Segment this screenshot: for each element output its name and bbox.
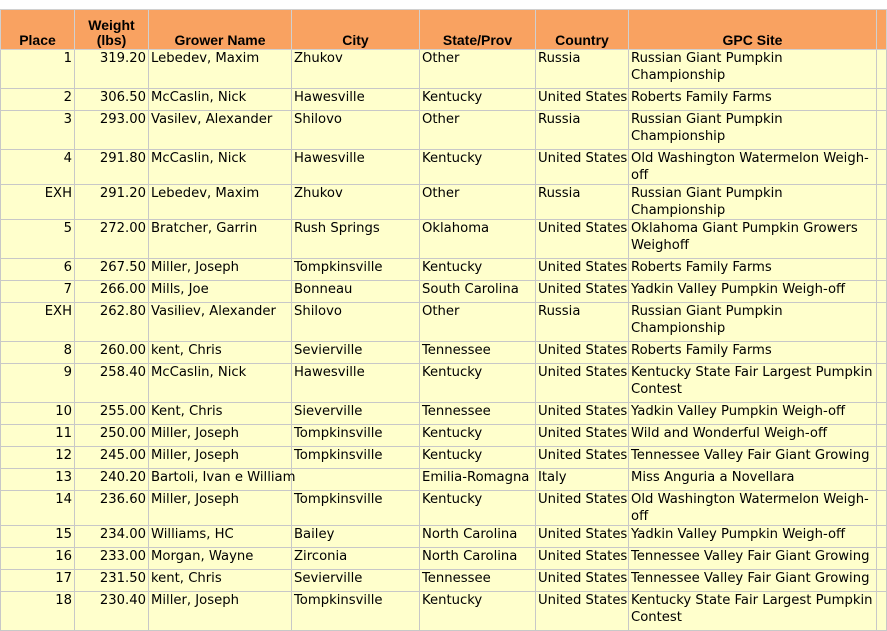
cell-state-prov: Oklahoma (420, 220, 536, 259)
cell-place: 5 (1, 220, 75, 259)
cell-cutoff-column (877, 364, 887, 403)
cell-place: 8 (1, 342, 75, 364)
cell-place: 13 (1, 469, 75, 491)
cell-place: 3 (1, 111, 75, 150)
table-row (1, 570, 887, 592)
cell-city: Bailey (292, 526, 420, 548)
table-body (1, 50, 887, 631)
cell-state-prov: Other (420, 303, 536, 342)
cell-state-prov: Tennessee (420, 342, 536, 364)
table-row (1, 364, 887, 403)
table-row (1, 185, 887, 220)
cell-place: 2 (1, 89, 75, 111)
cell-country: United States (536, 548, 629, 570)
cell-state-prov: Other (420, 111, 536, 150)
cell-gpc-site: Oklahoma Giant Pumpkin Growers Weighoff (629, 220, 877, 259)
table-row (1, 150, 887, 185)
cell-grower-name: Bartoli, Ivan e William (149, 469, 292, 491)
cell-state-prov: South Carolina (420, 281, 536, 303)
cell-place: 16 (1, 548, 75, 570)
cell-country: United States (536, 220, 629, 259)
cell-grower-name: Miller, Joseph (149, 425, 292, 447)
table-row (1, 281, 887, 303)
cell-cutoff-column (877, 592, 887, 631)
cell-grower-name: kent, Chris (149, 570, 292, 592)
cell-state-prov: Other (420, 185, 536, 220)
cell-place: 17 (1, 570, 75, 592)
cell-state-prov: Emilia-Romagna (420, 469, 536, 491)
cell-city: Zirconia (292, 548, 420, 570)
cell-place: 9 (1, 364, 75, 403)
cell-gpc-site: Roberts Family Farms (629, 342, 877, 364)
cell-cutoff-column (877, 281, 887, 303)
cell-weight: 266.00 (75, 281, 149, 303)
cell-grower-name: Miller, Joseph (149, 259, 292, 281)
cell-weight: 230.40 (75, 592, 149, 631)
cell-state-prov: Kentucky (420, 89, 536, 111)
cell-city: Sieverville (292, 403, 420, 425)
cell-grower-name: Bratcher, Garrin (149, 220, 292, 259)
table-row (1, 220, 887, 259)
cell-grower-name: kent, Chris (149, 342, 292, 364)
cell-place: 15 (1, 526, 75, 548)
table-row (1, 447, 887, 469)
cell-cutoff-column (877, 548, 887, 570)
cell-cutoff-column (877, 259, 887, 281)
cell-weight: 291.80 (75, 150, 149, 185)
cell-gpc-site: Russian Giant Pumpkin Championship (629, 185, 877, 220)
cell-place: 4 (1, 150, 75, 185)
cell-country: United States (536, 259, 629, 281)
cell-grower-name: McCaslin, Nick (149, 150, 292, 185)
table-row (1, 425, 887, 447)
cell-state-prov: Kentucky (420, 447, 536, 469)
cell-cutoff-column (877, 220, 887, 259)
cell-grower-name: Kent, Chris (149, 403, 292, 425)
cell-grower-name: Williams, HC (149, 526, 292, 548)
cell-weight: 267.50 (75, 259, 149, 281)
cell-country: United States (536, 89, 629, 111)
cell-country: Italy (536, 469, 629, 491)
cell-city: Rush Springs (292, 220, 420, 259)
cell-state-prov: Kentucky (420, 425, 536, 447)
cell-city: Sevierville (292, 342, 420, 364)
cell-grower-name: McCaslin, Nick (149, 364, 292, 403)
cell-cutoff-column (877, 185, 887, 220)
cell-state-prov: Other (420, 50, 536, 89)
cell-grower-name: Mills, Joe (149, 281, 292, 303)
cell-gpc-site: Roberts Family Farms (629, 259, 877, 281)
cell-weight: 240.20 (75, 469, 149, 491)
cell-country: Russia (536, 185, 629, 220)
cell-weight: 255.00 (75, 403, 149, 425)
cell-city: Tompkinsville (292, 259, 420, 281)
cell-weight: 234.00 (75, 526, 149, 548)
cell-weight: 231.50 (75, 570, 149, 592)
cell-cutoff-column (877, 491, 887, 526)
cell-weight: 258.40 (75, 364, 149, 403)
cell-place: 14 (1, 491, 75, 526)
cell-weight: 245.00 (75, 447, 149, 469)
cell-grower-name: Vasilev, Alexander (149, 111, 292, 150)
table-row (1, 111, 887, 150)
cell-country: United States (536, 526, 629, 548)
table-row (1, 469, 887, 491)
cell-state-prov: Kentucky (420, 259, 536, 281)
cell-state-prov: North Carolina (420, 548, 536, 570)
cell-country: United States (536, 425, 629, 447)
cell-grower-name: Lebedev, Maxim (149, 50, 292, 89)
cell-place: 10 (1, 403, 75, 425)
cell-cutoff-column (877, 469, 887, 491)
cell-grower-name: Miller, Joseph (149, 491, 292, 526)
table-row (1, 592, 887, 631)
results-table-container (0, 9, 879, 625)
table-row (1, 548, 887, 570)
cell-country: United States (536, 364, 629, 403)
cell-city: Sevierville (292, 570, 420, 592)
cell-weight: 262.80 (75, 303, 149, 342)
cell-state-prov: Kentucky (420, 491, 536, 526)
cell-country: Russia (536, 111, 629, 150)
cell-gpc-site: Russian Giant Pumpkin Championship (629, 303, 877, 342)
cell-state-prov: North Carolina (420, 526, 536, 548)
cell-gpc-site: Roberts Family Farms (629, 89, 877, 111)
table-row (1, 403, 887, 425)
header-gpc-site: GPC Site (629, 10, 877, 50)
cell-gpc-site: Tennessee Valley Fair Giant Growing (629, 447, 877, 469)
cell-grower-name: Lebedev, Maxim (149, 185, 292, 220)
cell-country: Russia (536, 50, 629, 89)
cell-city: Zhukov (292, 185, 420, 220)
cell-state-prov: Kentucky (420, 364, 536, 403)
table-row (1, 526, 887, 548)
cell-gpc-site: Yadkin Valley Pumpkin Weigh-off (629, 526, 877, 548)
cell-city: Zhukov (292, 50, 420, 89)
cell-cutoff-column (877, 447, 887, 469)
cell-city: Hawesville (292, 150, 420, 185)
cell-city: Hawesville (292, 364, 420, 403)
cell-city: Bonneau (292, 281, 420, 303)
cell-state-prov: Tennessee (420, 570, 536, 592)
cell-gpc-site: Yadkin Valley Pumpkin Weigh-off (629, 281, 877, 303)
cell-cutoff-column (877, 150, 887, 185)
table-row (1, 259, 887, 281)
cell-country: United States (536, 150, 629, 185)
cell-gpc-site: Yadkin Valley Pumpkin Weigh-off (629, 403, 877, 425)
cell-weight: 260.00 (75, 342, 149, 364)
cell-weight: 293.00 (75, 111, 149, 150)
cell-grower-name: Miller, Joseph (149, 592, 292, 631)
cell-weight: 306.50 (75, 89, 149, 111)
cell-grower-name: McCaslin, Nick (149, 89, 292, 111)
cell-country: United States (536, 592, 629, 631)
cell-gpc-site: Miss Anguria a Novellara (629, 469, 877, 491)
header-row (1, 10, 887, 50)
cell-grower-name: Vasiliev, Alexander (149, 303, 292, 342)
cell-state-prov: Kentucky (420, 592, 536, 631)
cell-grower-name: Morgan, Wayne (149, 548, 292, 570)
cell-gpc-site: Old Washington Watermelon Weigh-off (629, 150, 877, 185)
header-state-prov: State/Prov (420, 10, 536, 50)
cell-cutoff-column (877, 303, 887, 342)
cell-cutoff-column (877, 425, 887, 447)
cell-city (292, 469, 420, 491)
cell-gpc-site: Old Washington Watermelon Weigh-off (629, 491, 877, 526)
cell-gpc-site: Tennessee Valley Fair Giant Growing (629, 570, 877, 592)
cell-country: United States (536, 403, 629, 425)
cell-cutoff-column (877, 403, 887, 425)
cell-city: Shilovo (292, 303, 420, 342)
table-row (1, 342, 887, 364)
cell-country: United States (536, 491, 629, 526)
cell-state-prov: Kentucky (420, 150, 536, 185)
cell-gpc-site: Tennessee Valley Fair Giant Growing (629, 548, 877, 570)
cell-city: Tompkinsville (292, 425, 420, 447)
cell-weight: 319.20 (75, 50, 149, 89)
header-cutoff-column (877, 10, 887, 50)
cell-cutoff-column (877, 342, 887, 364)
cell-city: Tompkinsville (292, 491, 420, 526)
cell-place: 11 (1, 425, 75, 447)
cell-place: 12 (1, 447, 75, 469)
header-place: Place (1, 10, 75, 50)
cell-grower-name: Miller, Joseph (149, 447, 292, 469)
header-country: Country (536, 10, 629, 50)
cell-gpc-site: Russian Giant Pumpkin Championship (629, 50, 877, 89)
cell-place: 1 (1, 50, 75, 89)
results-table (0, 9, 887, 631)
cell-country: Russia (536, 303, 629, 342)
cell-place: 6 (1, 259, 75, 281)
cell-cutoff-column (877, 526, 887, 548)
cell-country: United States (536, 342, 629, 364)
cell-place: EXH (1, 185, 75, 220)
cell-city: Tompkinsville (292, 447, 420, 469)
cell-gpc-site: Russian Giant Pumpkin Championship (629, 111, 877, 150)
table-row (1, 89, 887, 111)
cell-weight: 233.00 (75, 548, 149, 570)
cell-city: Tompkinsville (292, 592, 420, 631)
cell-weight: 272.00 (75, 220, 149, 259)
table-row (1, 303, 887, 342)
cell-gpc-site: Kentucky State Fair Largest Pumpkin Contest (629, 592, 877, 631)
table-row (1, 491, 887, 526)
cell-place: 7 (1, 281, 75, 303)
cell-place: 18 (1, 592, 75, 631)
cell-state-prov: Tennessee (420, 403, 536, 425)
cell-country: United States (536, 570, 629, 592)
cell-cutoff-column (877, 50, 887, 89)
cell-cutoff-column (877, 570, 887, 592)
cell-place: EXH (1, 303, 75, 342)
cell-city: Shilovo (292, 111, 420, 150)
cell-city: Hawesville (292, 89, 420, 111)
cell-cutoff-column (877, 111, 887, 150)
cell-gpc-site: Wild and Wonderful Weigh-off (629, 425, 877, 447)
header-grower-name: Grower Name (149, 10, 292, 50)
cell-country: United States (536, 447, 629, 469)
header-weight: Weight (lbs) (75, 10, 149, 50)
table-row (1, 50, 887, 89)
cell-weight: 291.20 (75, 185, 149, 220)
header-city: City (292, 10, 420, 50)
cell-weight: 250.00 (75, 425, 149, 447)
cell-country: United States (536, 281, 629, 303)
cell-weight: 236.60 (75, 491, 149, 526)
cell-cutoff-column (877, 89, 887, 111)
cell-gpc-site: Kentucky State Fair Largest Pumpkin Contest (629, 364, 877, 403)
